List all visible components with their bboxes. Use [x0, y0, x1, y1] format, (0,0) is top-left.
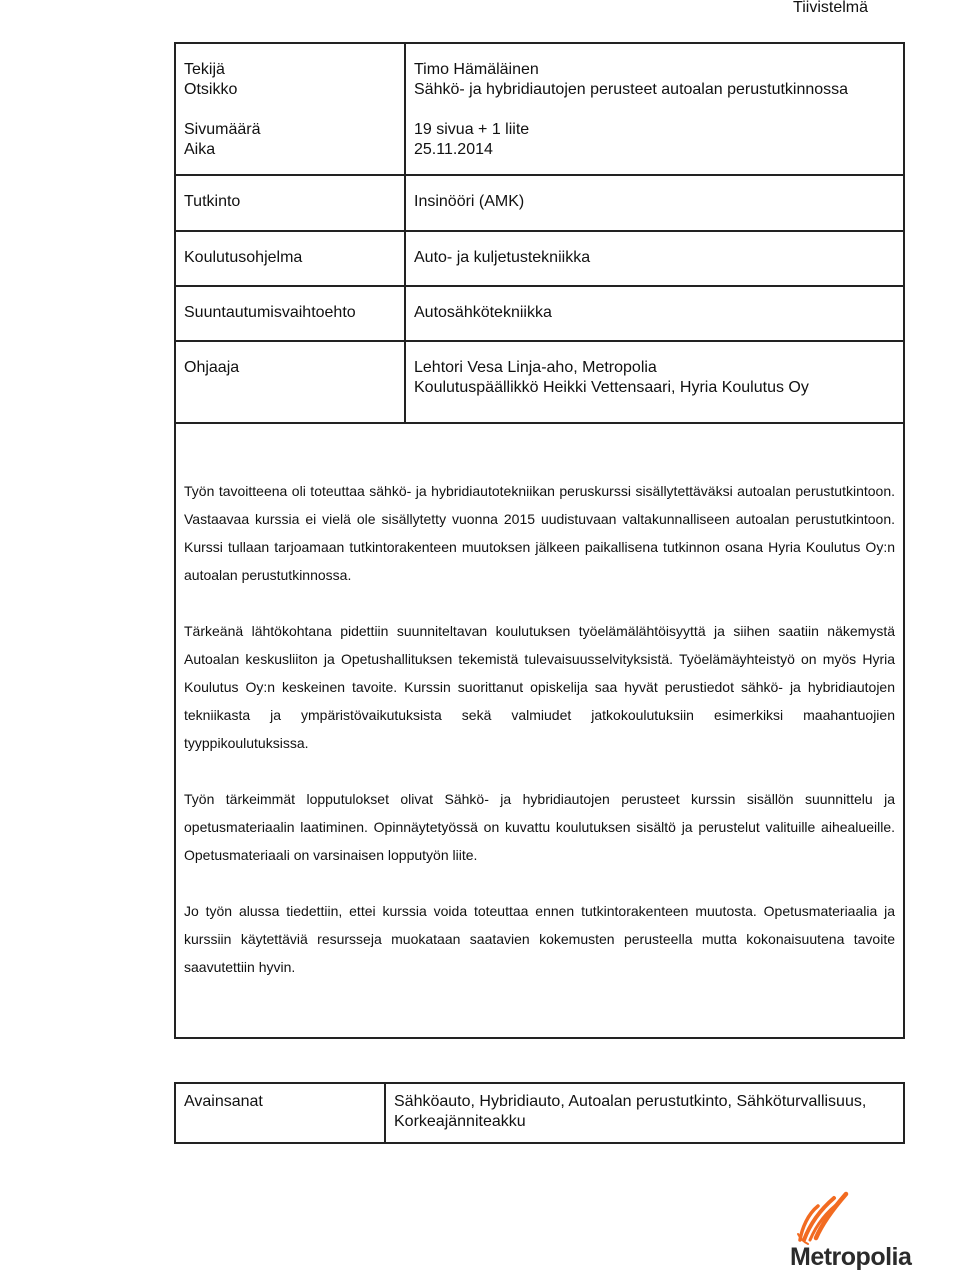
- abstract-paragraph-3: Työn tärkeimmät lopputulokset olivat Sähkö- ja hybridiautojen perusteet kurssin sisällön suunnittelu ja opetusmateriaalin laatiminen. Opinnäytetyössä on kuvattu koulutuksen sisältö ja perustelut valituille aihealueille. Opetusmateriaali on varsinaisen lopputyön liite.: [184, 791, 895, 863]
- date-value: 25.11.2014: [414, 141, 493, 158]
- supervisor-row: [175, 341, 904, 423]
- page-header-label: Tiivistelmä: [793, 0, 868, 16]
- keywords-value: Sähköauto, Hybridiauto, Autoalan perustutkinto, Sähköturvallisuus, Korkeajänniteakku: [385, 1083, 904, 1143]
- degree-value: Insinööri (AMK): [414, 193, 525, 210]
- abstract-box: [174, 422, 905, 1039]
- degree-label: Tutkinto: [184, 193, 241, 210]
- metropolia-logo: [790, 1188, 940, 1272]
- specialisation-label: Suuntautumisvaihtoehto: [184, 304, 356, 321]
- author-title-row: [175, 43, 904, 175]
- specialisation-row: [175, 286, 904, 341]
- author-title-values: [405, 43, 904, 175]
- abstract-paragraph-2: Tärkeänä lähtökohtana pidettiin suunniteltavan koulutuksen työelämälähtöisyyttä ja siihen saatiin näkemystä Autoalan keskusliiton ja Opetushallituksen tekemistä tulevaisuusselvityksistä. Työelämäyhteistyö on myös Hyria Koulutus Oy:n keskeinen tavoite. Kurssin suorittanut opiskelija saa hyvät perustiedot sähkö- ja hybridiautojen tekniikasta ja ympäristövaikutuksista sekä valmiudet jatkokoulutuksiin esimerkiksi maahantuojien tyyppikoulutuksissa.: [184, 623, 895, 751]
- abstract-paragraph-1: Työn tavoitteena oli toteuttaa sähkö- ja hybridiautotekniikan peruskurssi sisällytettäväksi autoalan perustutkintoon. Vastaavaa kurssia ei vielä ole sisällytetty vuonna 2015 uudistuvaan valtakunnalliseen autoalan perustutkintoon. Kurssi tullaan tarjoamaan tutkintorakenteen muutoksen jälkeen paikallisena tutkinnon osana Hyria Koulutus Oy:n autoalan perustutkinnossa.: [184, 483, 895, 583]
- author-label: Tekijä: [184, 61, 225, 78]
- title-label: Otsikko: [184, 81, 238, 98]
- programme-label: Koulutusohjelma: [184, 249, 303, 266]
- author-title-labels: [175, 43, 405, 175]
- author-value: Timo Hämäläinen: [414, 61, 539, 78]
- date-label: Aika: [184, 141, 216, 158]
- metropolia-logo-icon: [790, 1188, 940, 1248]
- specialisation-value: Autosähkötekniikka: [414, 304, 552, 321]
- programme-value: Auto- ja kuljetustekniikka: [414, 249, 591, 266]
- degree-row: [175, 175, 904, 231]
- supervisor-line-2: Koulutuspäällikkö Heikki Vettensaari, Hyria Koulutus Oy: [414, 379, 809, 396]
- title-value: Sähkö- ja hybridiautojen perusteet autoalan perustutkinnossa: [414, 81, 849, 98]
- keywords-label: Avainsanat: [175, 1083, 385, 1143]
- pages-label: Sivumäärä: [184, 121, 261, 138]
- abstract-paragraph-4: Jo työn alussa tiedettiin, ettei kurssia voida toteuttaa ennen tutkintorakenteen muutosta. Opetusmateriaalia ja kurssiin käytettäviä resursseja muokataan saatavien kokemusten perusteella mutta kokonaisuutena tavoite saavutettiin hyvin.: [184, 903, 895, 975]
- supervisor-line-1: Lehtori Vesa Linja-aho, Metropolia: [414, 359, 657, 376]
- pages-value: 19 sivua + 1 liite: [414, 121, 530, 138]
- programme-row: [175, 231, 904, 286]
- keywords-table: [174, 1082, 905, 1144]
- supervisor-label: Ohjaaja: [184, 359, 240, 376]
- keywords-row: [175, 1083, 904, 1143]
- logo-wordmark: Metropolia: [790, 1243, 912, 1271]
- thesis-info-table: [174, 42, 905, 424]
